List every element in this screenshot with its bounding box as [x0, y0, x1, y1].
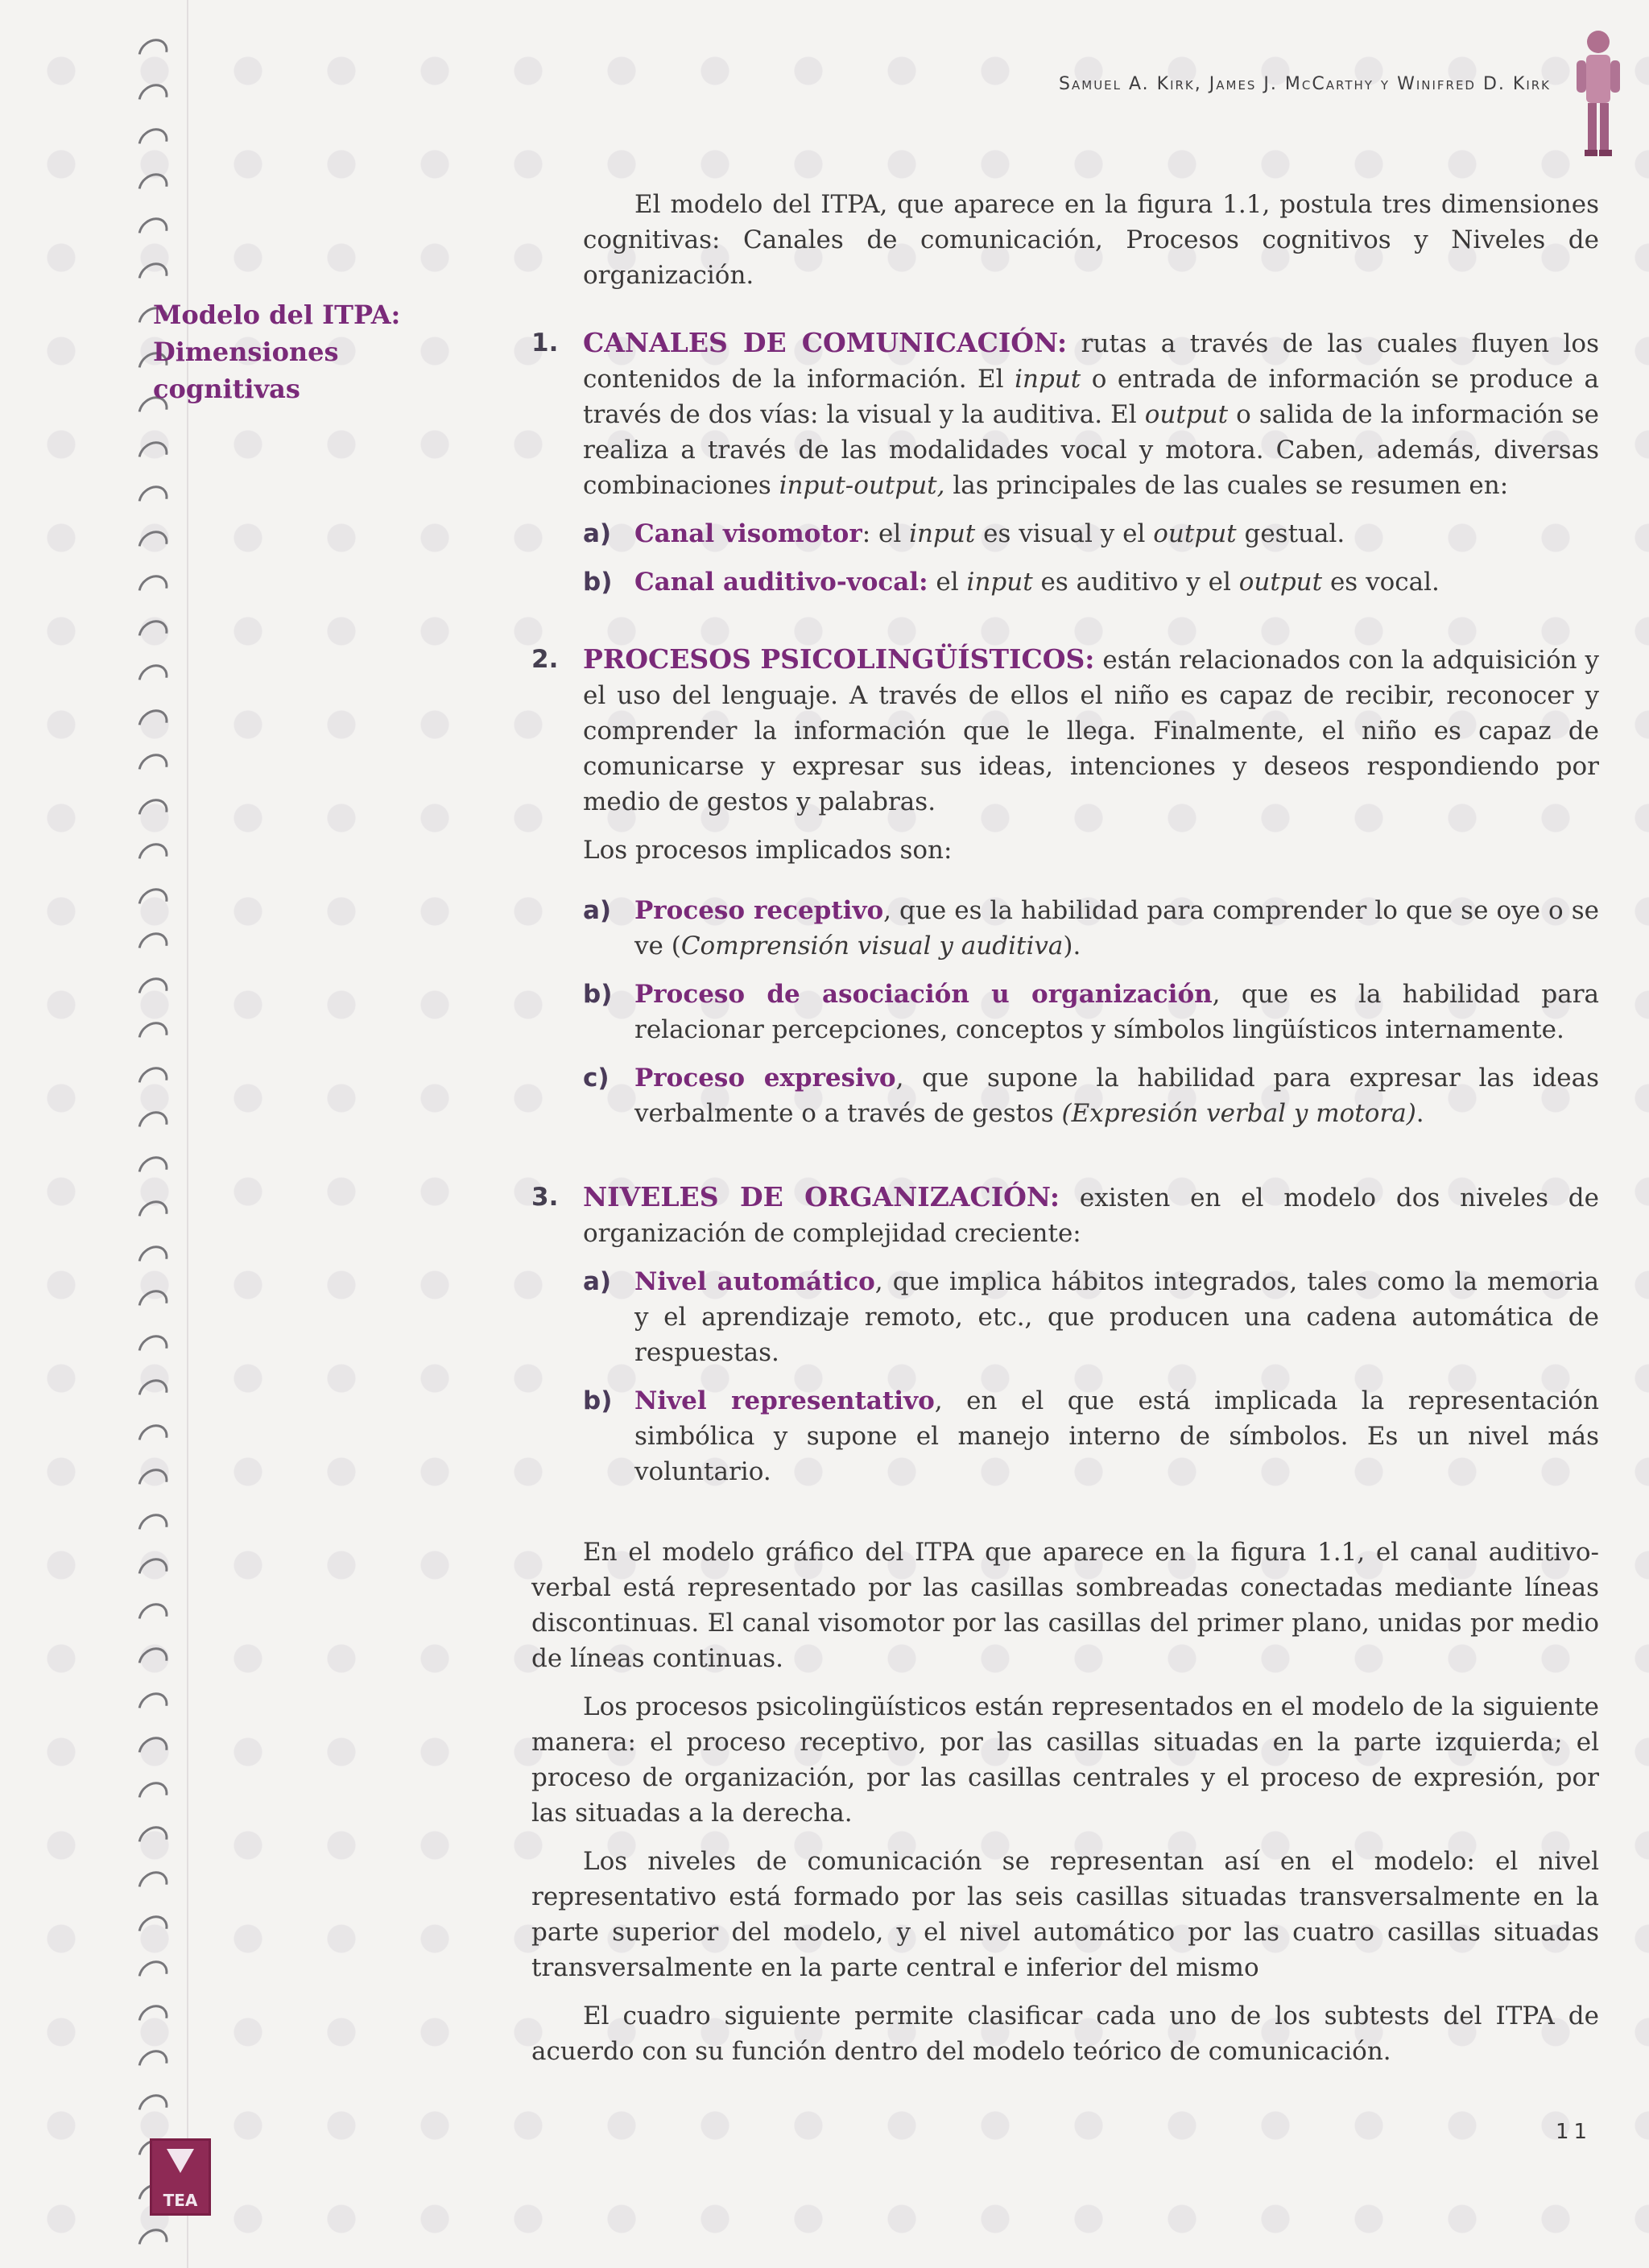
binding-ring — [132, 1016, 173, 1056]
logo-triangle-icon — [167, 2149, 194, 2173]
binding-ring — [132, 122, 173, 163]
running-header: Samuel A. Kirk, James J. McCarthy y Winifred D. Kirk — [1059, 74, 1551, 94]
body-text: : el — [862, 519, 910, 548]
binding-ring — [132, 1105, 173, 1146]
binding-ring — [132, 569, 173, 609]
binding-ring — [132, 1507, 173, 1547]
item-title: Nivel automático — [634, 1267, 875, 1296]
binding-ring — [132, 927, 173, 967]
body-text: o salida de la información se realiza a través de las modalidades vocal y motora. Caben, además, diversas combinaciones — [583, 400, 1599, 500]
term-italic: (Expresión verbal y motora) — [1061, 1099, 1416, 1128]
item-letter: a) — [583, 1267, 612, 1296]
binding-ring — [132, 1910, 173, 1950]
binding-ring — [132, 1150, 173, 1190]
body-text: rutas a través de las cuales fluyen los contenidos de la información. El — [583, 329, 1599, 394]
binding-ring — [132, 1820, 173, 1861]
item-letter: a) — [583, 896, 612, 925]
body-text: el — [928, 568, 967, 597]
term-italic: input — [966, 568, 1033, 597]
body-text: es auditivo y el — [1032, 568, 1239, 597]
item-letter: b) — [583, 1386, 613, 1415]
term-italic: input-output, — [779, 471, 945, 500]
binding-ring — [132, 837, 173, 878]
body-text: o entrada de información se produce a través de dos vías: la visual y la auditiva. El — [583, 365, 1599, 429]
binding-ring — [132, 1775, 173, 1816]
item-letter: c) — [583, 1064, 610, 1093]
section-title: NIVELES DE ORGANIZACIÓN: — [583, 1181, 1060, 1212]
binding-ring — [132, 1374, 173, 1414]
term-italic: output — [1144, 400, 1229, 429]
body-text: ). — [1063, 932, 1081, 960]
binding-ring — [132, 1865, 173, 1905]
binding-ring — [132, 792, 173, 832]
body-text: , que es la habilidad para relacionar percepciones, conceptos y símbolos lingüísticos internamente. — [634, 980, 1599, 1044]
binding-ring — [132, 2043, 173, 2084]
item-title: Proceso expresivo — [634, 1064, 896, 1093]
logo-text: TEA — [163, 2191, 198, 2210]
item-title: Nivel representativo — [634, 1386, 935, 1415]
body-text: , que es la habilidad para comprender lo que se oye o se ve ( — [634, 896, 1599, 960]
sidebar-heading — [153, 296, 411, 407]
sidebar-heading-line: Modelo del ITPA: — [153, 300, 401, 330]
list-item — [583, 977, 1599, 1047]
body-text: es visual y el — [975, 519, 1154, 548]
binding-ring — [132, 212, 173, 252]
binding-ring — [132, 613, 173, 654]
binding-ring — [132, 882, 173, 922]
binding-ring — [132, 2222, 173, 2262]
publisher-logo — [150, 2138, 211, 2216]
section-procesos — [531, 642, 1599, 1131]
item-letter: b) — [583, 568, 613, 597]
list-item — [583, 516, 1599, 552]
binding-ring — [132, 1195, 173, 1235]
item-letter: b) — [583, 980, 613, 1009]
term-italic: input — [909, 519, 976, 548]
mascot-figure-icon — [1570, 24, 1626, 185]
term-italic: Comprensión visual y auditiva — [680, 932, 1064, 960]
binding-ring — [132, 1060, 173, 1101]
body-text: están relacionados con la adquisición y el uso del lenguaje. A través de ellos el niño es capaz de recibir, reconocer y comprender la información que le llega. Finalmente, el niño es capaz de comunicarse y expresar sus ideas, intenciones y deseos respondiendo por medio de gestos y palabras. — [583, 646, 1599, 816]
term-italic: output — [1153, 519, 1237, 548]
binding-ring — [132, 77, 173, 118]
item-title: Canal visomotor — [634, 519, 862, 548]
section-number: 1. — [531, 328, 559, 357]
binding-ring — [132, 524, 173, 564]
section-number: 2. — [531, 645, 559, 674]
sidebar-heading-line: cognitivas — [153, 374, 300, 404]
binding-ring — [132, 167, 173, 207]
body-text: , que implica hábitos integrados, tales como la memoria y el aprendizaje remoto, etc., que producen una cadena automática de respuestas. — [634, 1267, 1600, 1367]
binding-ring — [132, 1418, 173, 1458]
binding-ring — [132, 1463, 173, 1503]
item-title: Proceso receptivo — [634, 896, 884, 925]
binding-ring — [132, 256, 173, 296]
body-text: existen en el modelo dos niveles de organización de complejidad creciente: — [583, 1184, 1599, 1248]
list-item — [583, 1060, 1599, 1131]
list-item — [583, 893, 1599, 964]
binding-ring — [132, 2088, 173, 2129]
intro-paragraph: El modelo del ITPA, que aparece en la figura 1.1, postula tres dimensiones cognitivas: Canales de comunicación, Procesos cognitivos y Niveles de organización. — [583, 190, 1599, 290]
section-paragraph — [583, 325, 1599, 503]
section-title: PROCESOS PSICOLINGÜÍSTICOS: — [583, 643, 1095, 675]
closing-paragraph: El cuadro siguiente permite clasificar cada uno de los subtests del ITPA de acuerdo con su función dentro del modelo teórico de comunicación. — [531, 2002, 1599, 2066]
closing-paragraph: Los niveles de comunicación se representan así en el modelo: el nivel representativo está formado por las seis casillas situadas transversalmente en la parte superior del modelo, y el nivel automático por las cuatro casillas situadas transversalmente en la parte central e inferior del mismo — [531, 1847, 1599, 1982]
page-number: 11 — [1556, 2120, 1593, 2144]
closing-paragraph: En el modelo gráfico del ITPA que aparece en la figura 1.1, el canal auditivo-verbal está representado por las casillas sombreadas conectadas mediante líneas discontinuas. El canal visomotor por las casillas del primer plano, unidas por medio de líneas continuas. — [531, 1538, 1599, 1673]
binding-ring — [132, 1284, 173, 1324]
binding-ring — [132, 435, 173, 475]
binding-ring — [132, 659, 173, 699]
section-paragraph — [583, 1179, 1599, 1251]
body-text: las principales de las cuales se resumen en: — [944, 471, 1509, 500]
binding-ring — [132, 33, 173, 73]
body-text: , que supone la habilidad para expresar las ideas verbalmente o a través de gestos — [634, 1064, 1599, 1128]
body-text: es vocal. — [1322, 568, 1440, 597]
binding-ring — [132, 748, 173, 788]
binding-ring — [132, 480, 173, 520]
body-text: . — [1415, 1099, 1424, 1128]
sub-paragraph: Los procesos implicados son: — [583, 836, 953, 865]
binding-ring — [132, 1999, 173, 2039]
section-niveles — [531, 1179, 1599, 1489]
binding-ring — [132, 1686, 173, 1726]
binding-ring — [132, 1597, 173, 1637]
item-letter: a) — [583, 519, 612, 548]
binding-ring — [132, 1731, 173, 1771]
section-paragraph — [583, 642, 1599, 820]
list-item — [583, 1383, 1599, 1489]
item-title: Canal auditivo-vocal: — [634, 568, 928, 597]
section-number: 3. — [531, 1183, 559, 1212]
item-title: Proceso de asociación u organización — [634, 980, 1213, 1009]
list-item — [583, 564, 1599, 600]
term-italic: input — [1015, 365, 1081, 394]
term-italic: output — [1238, 568, 1323, 597]
binding-ring — [132, 1642, 173, 1682]
body-text: gestual. — [1236, 519, 1345, 548]
binding-ring — [132, 971, 173, 1011]
sidebar-heading-line: Dimensiones — [153, 337, 339, 367]
binding-ring — [132, 1328, 173, 1369]
main-content — [531, 187, 1599, 2069]
section-canales — [531, 325, 1599, 600]
binding-ring — [132, 1954, 173, 1994]
binding-ring — [132, 1239, 173, 1279]
body-text: , en el que está implicada la representación simbólica y supone el manejo interno de símbolos. Es un nivel más voluntario. — [634, 1386, 1599, 1486]
binding-ring — [132, 1552, 173, 1593]
closing-paragraph: Los procesos psicolingüísticos están representados en el modelo de la siguiente manera: el proceso receptivo, por las casillas situadas en la parte izquierda; el proceso de organización, por las casillas centrales y el proceso de expresión, por las situadas a la derecha. — [531, 1692, 1599, 1828]
list-item — [583, 1264, 1599, 1370]
section-title: CANALES DE COMUNICACIÓN: — [583, 327, 1068, 358]
binding-ring — [132, 703, 173, 743]
